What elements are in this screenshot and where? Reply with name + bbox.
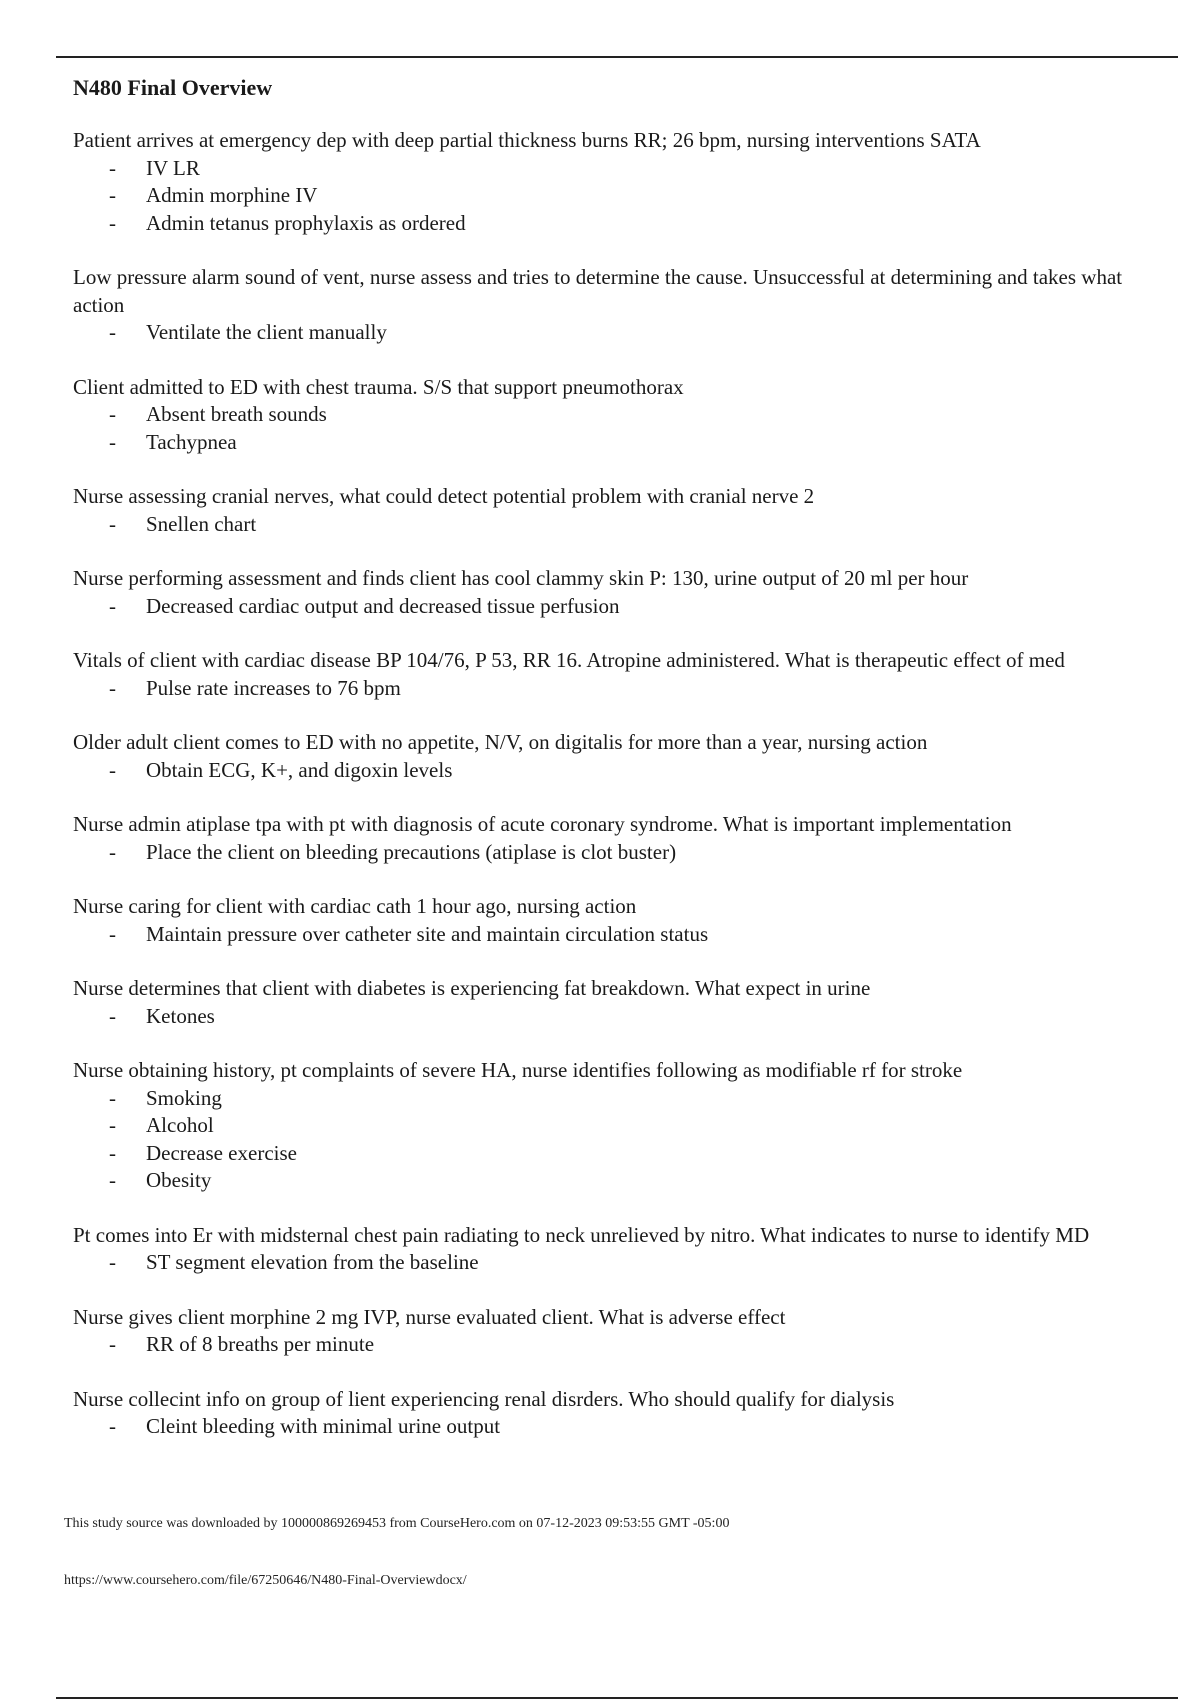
answer-text: Pulse rate increases to 76 bpm	[146, 675, 401, 700]
question-text: Older adult client comes to ED with no appetite, N/V, on digitalis for more than a year, nursing action	[73, 730, 928, 754]
question-block	[73, 1222, 1163, 1277]
answer-item	[73, 839, 1163, 867]
answer-item	[73, 401, 1163, 429]
question-text: Nurse collecint info on group of lient experiencing renal disrders. Who should qualify for dialysis	[73, 1386, 895, 1411]
bullet-dash: -	[109, 1085, 116, 1110]
answer-text: Obesity	[146, 1168, 212, 1192]
bullet-dash: -	[109, 429, 116, 454]
bullet-dash: -	[109, 320, 116, 344]
bullet-dash: -	[109, 1140, 116, 1165]
bullet-dash: -	[109, 1332, 116, 1356]
question-block	[73, 374, 1163, 457]
answer-item	[73, 1140, 1163, 1168]
question-block	[73, 647, 1163, 702]
answer-text: ST segment elevation from the baseline	[146, 1250, 479, 1274]
answer-item	[73, 593, 1163, 621]
question-text: Nurse performing assessment and finds client has cool clammy skin P: 130, urine output of 20 ml per hour	[73, 566, 969, 590]
question-block	[73, 565, 1163, 620]
download-notice: This study source was downloaded by 100000869269453 from CourseHero.com on 07-12-2023 09:53:55 GMT -05:00	[64, 1516, 730, 1531]
question-block	[73, 1057, 1163, 1195]
bullet-dash: -	[109, 675, 116, 700]
answer-text: Admin morphine IV	[146, 183, 318, 207]
answer-item	[73, 1331, 1163, 1359]
answer-list	[73, 921, 1163, 949]
answer-item	[73, 210, 1163, 238]
answer-text: IV LR	[146, 155, 200, 180]
answer-text: Smoking	[146, 1085, 222, 1110]
answer-text: Decreased cardiac output and decreased tissue perfusion	[146, 593, 620, 618]
bullet-dash: -	[109, 1113, 116, 1137]
answer-text: Ketones	[146, 1003, 215, 1028]
answer-list	[73, 319, 1163, 347]
answer-text: Cleint bleeding with minimal urine output	[146, 1414, 501, 1438]
question-text: Patient arrives at emergency dep with deep partial thickness burns RR; 26 bpm, nursing interventions SATA	[73, 128, 981, 152]
bullet-dash: -	[109, 210, 116, 235]
question-text: Vitals of client with cardiac disease BP 104/76, P 53, RR 16. Atropine administered. What is therapeutic effect of med	[73, 648, 1065, 672]
question-text: Nurse assessing cranial nerves, what could detect potential problem with cranial nerve 2	[73, 484, 815, 508]
bullet-dash: -	[109, 921, 116, 946]
answer-item	[73, 921, 1163, 949]
answer-list	[73, 839, 1163, 867]
question-text: Nurse determines that client with diabetes is experiencing fat breakdown. What expect in urine	[73, 976, 871, 1000]
bullet-dash: -	[109, 757, 116, 782]
question-text: Client admitted to ED with chest trauma. S/S that support pneumothorax	[73, 374, 684, 399]
question-block	[73, 729, 1163, 784]
bullet-dash: -	[109, 402, 116, 426]
answer-item	[73, 1413, 1163, 1441]
answer-text: Obtain ECG, K+, and digoxin levels	[146, 757, 453, 782]
answer-item	[73, 1167, 1163, 1195]
question-text: Nurse obtaining history, pt complaints of severe HA, nurse identifies following as modifiable rf for stroke	[73, 1058, 963, 1082]
answer-list	[73, 511, 1163, 539]
answer-item	[73, 1003, 1163, 1031]
answer-text: RR of 8 breaths per minute	[146, 1332, 375, 1356]
bullet-dash: -	[109, 839, 116, 864]
question-text: Nurse admin atiplase tpa with pt with diagnosis of acute coronary syndrome. What is important implementation	[73, 812, 1012, 836]
answer-text: Place the client on bleeding precautions (atiplase is clot buster)	[146, 839, 677, 864]
bullet-dash: -	[109, 1250, 116, 1274]
answer-item	[73, 1085, 1163, 1113]
answer-text: Absent breath sounds	[146, 402, 327, 426]
answer-list	[73, 593, 1163, 621]
bullet-dash: -	[109, 1003, 116, 1028]
answer-item	[73, 675, 1163, 703]
question-block	[73, 483, 1163, 538]
answer-item	[73, 511, 1163, 539]
question-text: Nurse caring for client with cardiac cath 1 hour ago, nursing action	[73, 894, 637, 918]
question-text: Pt comes into Er with midsternal chest pain radiating to neck unrelieved by nitro. What indicates to nurse to identify MD	[73, 1222, 1090, 1247]
answer-item	[73, 429, 1163, 457]
question-block	[73, 127, 1163, 237]
top-divider	[56, 56, 1178, 58]
question-text: Low pressure alarm sound of vent, nurse assess and tries to determine the cause. Unsuccessful at determining and takes what action	[73, 265, 1123, 317]
question-block	[73, 975, 1163, 1030]
answer-list	[73, 401, 1163, 456]
document-body	[73, 127, 1163, 1441]
question-block	[73, 1386, 1163, 1441]
answer-item	[73, 1112, 1163, 1140]
answer-text: Snellen chart	[146, 511, 257, 536]
bottom-divider	[56, 1697, 1178, 1699]
bullet-dash: -	[109, 183, 116, 207]
page-title: N480 Final Overview	[73, 75, 273, 100]
answer-item	[73, 182, 1163, 210]
question-block	[73, 811, 1163, 866]
answer-text: Maintain pressure over catheter site and maintain circulation status	[146, 921, 709, 946]
bullet-dash: -	[109, 155, 116, 180]
answer-list	[73, 1249, 1163, 1277]
question-block	[73, 1304, 1163, 1359]
answer-list	[73, 1085, 1163, 1195]
question-text: Nurse gives client morphine 2 mg IVP, nurse evaluated client. What is adverse effect	[73, 1304, 786, 1329]
answer-text: Decrease exercise	[146, 1140, 297, 1165]
answer-item	[73, 1249, 1163, 1277]
bullet-dash: -	[109, 593, 116, 618]
bullet-dash: -	[109, 1168, 116, 1192]
answer-text: Ventilate the client manually	[146, 320, 387, 344]
question-block	[73, 264, 1163, 347]
answer-list	[73, 1331, 1163, 1359]
answer-item	[73, 319, 1163, 347]
answer-item	[73, 155, 1163, 183]
answer-list	[73, 155, 1163, 238]
bullet-dash: -	[109, 1414, 116, 1438]
answer-list	[73, 1003, 1163, 1031]
answer-list	[73, 757, 1163, 785]
answer-text: Admin tetanus prophylaxis as ordered	[146, 210, 466, 235]
bullet-dash: -	[109, 511, 116, 536]
answer-list	[73, 1413, 1163, 1441]
question-block	[73, 893, 1163, 948]
answer-text: Tachypnea	[146, 429, 237, 454]
answer-text: Alcohol	[146, 1113, 214, 1137]
source-url[interactable]: https://www.coursehero.com/file/67250646/N480-Final-Overviewdocx/	[64, 1573, 467, 1588]
answer-item	[73, 757, 1163, 785]
answer-list	[73, 675, 1163, 703]
